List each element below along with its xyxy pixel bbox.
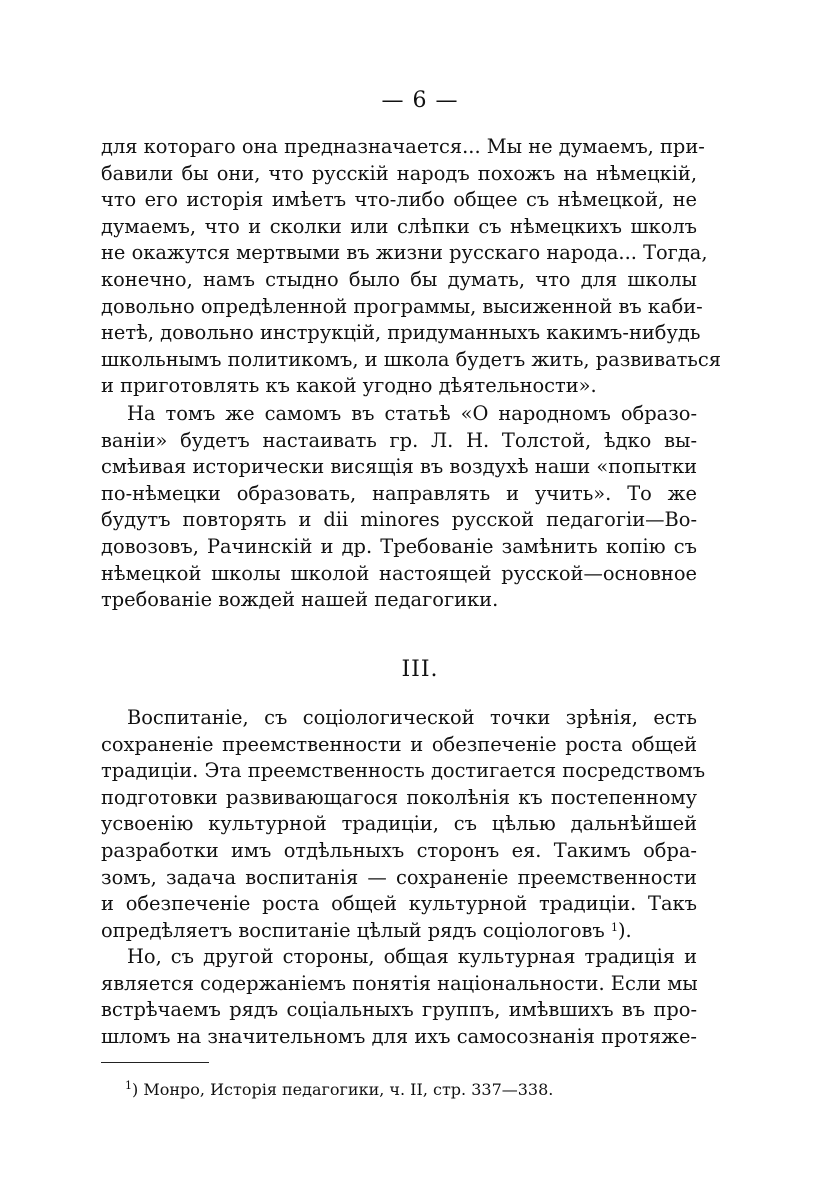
text-line: бавили бы они, что русскій народъ похожъ на нѣмецкій, xyxy=(101,161,697,185)
page-number: — 6 — xyxy=(381,88,459,113)
text-line: довольно опредѣленной программы, высиженной въ каби- xyxy=(101,294,703,318)
text-fragment: ). xyxy=(617,918,632,942)
paragraph-continuation xyxy=(101,134,721,400)
text-line: довозовъ, Рачинскій и др. Требованіе замѣнить копію съ xyxy=(101,534,697,558)
footnote-marker: 1 xyxy=(125,1079,132,1092)
text-line: и обезпеченіе роста общей культурной традиціи. Такъ xyxy=(101,892,697,916)
text-line: и приготовлять къ какой угодно дѣятельности». xyxy=(101,374,597,398)
text-line: Воспитаніе, съ соціологической точки зрѣнія, есть xyxy=(127,706,697,729)
text-line: является содержаніемъ понятія національности. Если мы xyxy=(101,971,698,995)
text-line: будутъ повторять и dii minores русской педагогіи—Во- xyxy=(101,508,697,532)
text-line: нетѣ, довольно инструкцій, придуманныхъ какимъ-нибудь xyxy=(101,321,701,345)
footnote-reference[interactable]: 1 xyxy=(610,920,618,934)
text-line: требованіе вождей нашей педагогики. xyxy=(101,588,499,612)
text-line: шломъ на значительномъ для ихъ самосознанія протяже- xyxy=(101,1024,697,1048)
text-line: На томъ же самомъ въ статьѣ «О народномъ образо- xyxy=(127,402,697,425)
text-line: нѣмецкой школы школой настоящей русской—основное xyxy=(101,561,697,585)
text-line: Но, съ другой стороны, общая культурная традиція и xyxy=(127,945,697,968)
paragraph-upbringing xyxy=(101,705,706,944)
text-line: ваніи» будетъ настаивать гр. Л. Н. Толстой, ѣдко вы- xyxy=(101,428,697,452)
footnote xyxy=(125,1079,553,1101)
footnote-text: Монро, Исторія педагогики, ч. II, стр. 337—338. xyxy=(138,1080,554,1099)
paragraph-nationality xyxy=(101,944,697,1050)
text-line: для котораго она предназначается... Мы не думаемъ, при- xyxy=(101,135,705,158)
text-line: конечно, намъ стыдно было бы думать, что для школы xyxy=(101,267,697,291)
text-line-with-footnote xyxy=(101,918,697,945)
text-line: зомъ, задача воспитанія — сохраненіе преемственности xyxy=(101,865,697,889)
text-line: подготовки развивающагося поколѣнія къ постепенному xyxy=(101,785,697,809)
text-line: разработки имъ отдѣльныхъ сторонъ ея. Такимъ обра- xyxy=(101,838,697,862)
text-line: что его исторія имѣетъ что-либо общее съ нѣмецкой, не xyxy=(101,188,697,212)
paragraph-tolstoy xyxy=(101,401,697,614)
footnote-divider xyxy=(101,1062,209,1063)
text-line: думаемъ, что и сколки или слѣпки съ нѣмецкихъ школъ xyxy=(101,214,697,238)
text-line: встрѣчаемъ рядъ соціальныхъ группъ, имѣвшихъ въ про- xyxy=(101,998,697,1022)
text-line: усвоенію культурной традиціи, съ цѣлью дальнѣйшей xyxy=(101,812,697,836)
footnote-paren: ) xyxy=(132,1080,139,1099)
text-line: по-нѣмецки образовать, направлять и учить». То же xyxy=(101,481,697,505)
text-line: школьнымъ политикомъ, и школа будетъ жить, развиваться xyxy=(101,347,721,371)
text-line: сохраненіе преемственности и обезпеченіе роста общей xyxy=(101,732,697,756)
text-fragment: опредѣляетъ воспитаніе цѣлый рядъ соціологовъ xyxy=(101,918,605,942)
text-line: смѣивая исторически висящія въ воздухѣ наши «попытки xyxy=(101,455,697,479)
section-heading: III. xyxy=(401,657,439,682)
text-line: традиціи. Эта преемственность достигается посредствомъ xyxy=(101,759,706,783)
text-line: не окажутся мертвыми въ жизни русскаго народа... Тогда, xyxy=(101,241,708,265)
